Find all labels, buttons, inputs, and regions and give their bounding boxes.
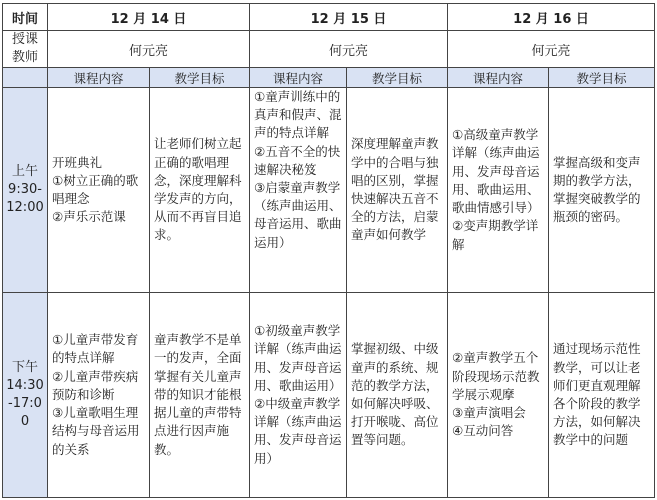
subheader-goal-16: 教学目标 [549, 68, 655, 88]
afternoon-15-goal: 掌握初级、中级童声的系统、规范的教学方法，如何解决呼吸、打开喉咙、高位置等问题。 [347, 293, 448, 498]
afternoon-14-content-item: ①儿童声带发育的特点详解 [52, 332, 139, 366]
afternoon-label-line3: -17:0 [8, 396, 42, 411]
morning-15-content-item: ②五音不全的快速解决秘笈 [254, 143, 341, 177]
afternoon-16-goal: 通过现场示范性教学，可以让老师们更直观理解各个阶段的教学方法，如何解决教学中的问题 [549, 293, 655, 498]
afternoon-15-content-item: ①初级童声教学详解（练声曲运用、发声母音运用、歌曲运用） [254, 323, 342, 393]
afternoon-16-content-item: ②童声教学五个阶段现场示范教学展示观摩 [452, 350, 540, 402]
afternoon-15-content [250, 293, 347, 498]
subheader-goal-14: 教学目标 [150, 68, 250, 88]
teacher-label-line2: 教师 [11, 50, 38, 65]
morning-label-line3: 12:00 [6, 200, 44, 215]
morning-15-content [250, 88, 347, 293]
afternoon-14-goal: 童声教学不是单一的发声，全面掌握有关儿童声带的知识才能根据儿童的声带特点进行因声施教。 [150, 293, 250, 498]
afternoon-row [3, 293, 655, 498]
afternoon-14-content-item: ②儿童声带疾病预防和诊断 [52, 368, 139, 402]
afternoon-14-content [48, 293, 150, 498]
subheader-content-15: 课程内容 [250, 68, 347, 88]
morning-15-content-item: ③启蒙童声教学（练声曲运用、母音运用、歌曲运用） [254, 180, 342, 250]
teacher-row [3, 31, 655, 68]
teacher-label [3, 31, 48, 68]
afternoon-16-content-item: ③童声演唱会 [452, 405, 526, 421]
teacher-name-14: 何元亮 [48, 31, 250, 68]
afternoon-label-line4: 0 [20, 414, 30, 429]
day-header-14: 12 月 14 日 [48, 4, 250, 31]
afternoon-15-content-item: ②中级童声教学详解（练声曲运用、发声母音运用） [254, 396, 342, 466]
morning-16-content-item: ①高级童声教学详解（练声曲运用、发声母音运用、歌曲运用、歌曲情感引导） [452, 127, 540, 216]
schedule-table [2, 3, 655, 498]
morning-label-line2: 9:30- [8, 182, 42, 197]
teacher-label-line1: 授课 [11, 32, 38, 47]
afternoon-16-content-item: ④互动问答 [452, 423, 514, 439]
afternoon-16-content [448, 293, 549, 498]
afternoon-label-line2: 14:30 [6, 378, 44, 393]
morning-label-line1: 上午 [11, 164, 38, 179]
teacher-name-15: 何元亮 [250, 31, 448, 68]
day-header-16: 12 月 16 日 [448, 4, 655, 31]
subheader-content-16: 课程内容 [448, 68, 549, 88]
morning-14-content-item: ②声乐示范课 [52, 209, 126, 225]
subheader-blank [3, 68, 48, 88]
morning-16-content-item: ②变声期教学详解 [452, 218, 539, 252]
morning-row [3, 88, 655, 293]
morning-label [3, 88, 48, 293]
subheader-row [3, 68, 655, 88]
morning-15-goal: 深度理解童声教学中的合唱与独唱的区别，掌握快速解决五音不全的方法，启蒙童声如何教学 [347, 88, 448, 293]
morning-16-goal: 掌握高级和变声期的教学方法，掌握突破教学的瓶颈的密码。 [549, 88, 655, 293]
morning-14-content [48, 88, 150, 293]
afternoon-label-line1: 下午 [11, 360, 38, 375]
afternoon-14-content-item: ③儿童歌唱生理结构与母音运用的关系 [52, 405, 140, 457]
subheader-content-14: 课程内容 [48, 68, 150, 88]
morning-14-content-item: 开班典礼 [52, 154, 103, 170]
morning-16-content [448, 88, 549, 293]
day-header-15: 12 月 15 日 [250, 4, 448, 31]
morning-15-content-item: ①童声训练中的真声和假声、混声的特点详解 [254, 89, 342, 141]
morning-14-content-item: ①树立正确的歌唱理念 [52, 172, 139, 206]
time-header: 时间 [3, 4, 48, 31]
header-row [3, 4, 655, 31]
subheader-goal-15: 教学目标 [347, 68, 448, 88]
morning-14-goal: 让老师们树立起正确的歌唱理念，深度理解科学发声的方向，从而不再盲目追求。 [150, 88, 250, 293]
teacher-name-16: 何元亮 [448, 31, 655, 68]
afternoon-label [3, 293, 48, 498]
